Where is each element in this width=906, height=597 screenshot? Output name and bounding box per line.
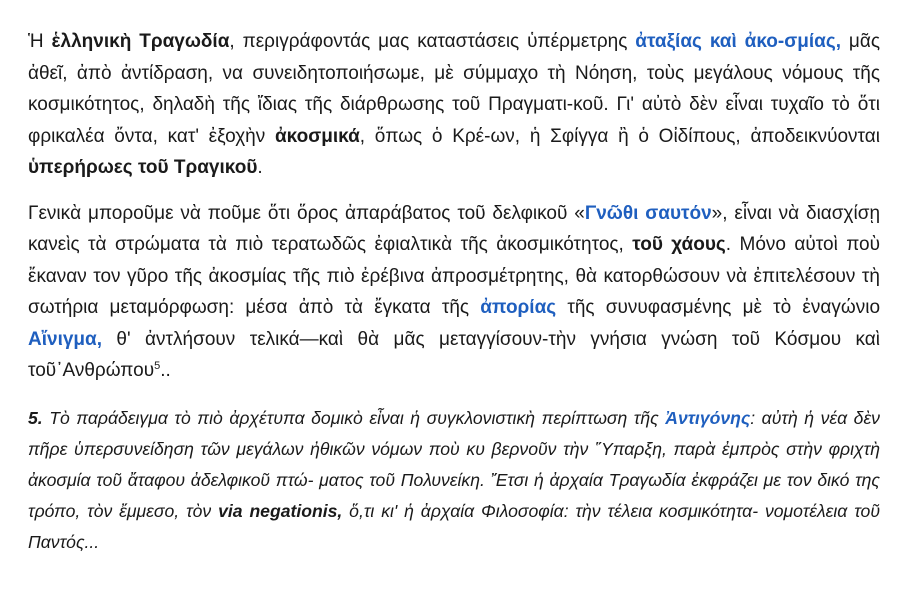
text-run: : αὐτὴ ἡ νέα δὲν πῆρε ὑπερσυνείδηση τῶν μεγάλων ἠθικῶν νόμων ποὺ κυ βερνοῦν τὴν Ὕπαρξη, παρὰ ἐμπρὸς στὴν φριχτὴ ἀκοσμία τοῦ ἄταφου ἀδελφικοῦ πτώ- ματος τοῦ Πολυνείκη. Ἔτσι ἡ ἀρχαία Τραγωδία ἐκφράζει με τον δικό της τρόπο, τὸν ἔμμεσο, τὸν (28, 407, 880, 521)
text-run: τῆς συνυφασμένης μὲ τὸ ἐναγώνιο (556, 297, 881, 318)
footnote-reference: 5 (154, 360, 161, 372)
highlighted-term: ἀπορίας (480, 297, 557, 318)
highlighted-term: Αἴνιγμα, (28, 328, 102, 350)
text-run: , ὅπως ὁ Κρέ-ων, ἡ Σφίγγα ἢ ὁ Οἰδίπους, ἀποδεικνύονται (359, 125, 880, 147)
bold-text-run: ἀκοσμικά (274, 125, 360, 147)
bold-text-run: 5. (28, 407, 43, 428)
bold-text-run: ἑλληνικὴ Τραγωδία (51, 31, 230, 52)
text-run: , περιγράφοντάς μας καταστάσεις ὑπέρμετρης (229, 31, 636, 52)
paragraph-know-thyself (28, 198, 880, 387)
text-run: . (257, 157, 263, 178)
document-page (28, 26, 880, 558)
text-run: ὅ,τι κι' ἡ ἀρχαία Φιλοσοφία: τὴν τέλεια κοσμικότητα- νομοτέλεια τοῦ Παντός... (28, 500, 881, 552)
text-run: », εἶναι νὰ διασχίσῃ κανεὶς τὰ στρώματα τὰ πιὸ τερατωδῶς ἐφιαλτικὰ τῆς ἀκοσμικότητος, (28, 202, 881, 255)
paragraph-tragedy-chaos (28, 26, 880, 184)
highlighted-term: Ἀντιγόνης (665, 407, 751, 428)
text-run: .. (160, 360, 171, 381)
text-run: . Μόνο αὐτοὶ ποὺ ἔκαναν τον γῦρο τῆς ἀκοσμίας τῆς πιὸ ἐρέβινα ἀπροσμέτρητης, θὰ κατορθώσουν νὰ ἐπιτελέσουν τὴ σωτήρια μεταμόρφωση: μέσα ἀπὸ τὰ ἔγκατα τῆς (28, 234, 881, 318)
bold-text-run: via negationis, (218, 500, 343, 521)
text-run: μᾶς ἀθεῖ, ἀπὸ ἀντίδραση, να συνειδητοποιήσωμε, μὲ σύμμαχο τὴ Νόηση, τοὺς μεγάλους νόμους τῆς κοσμικότητος, δηλαδὴ τῆς ἴδιας τῆς διάρθρωσης τοῦ Πραγματι-κοῦ. Γι' αὐτὸ δὲν εἶναι τυχαῖο τὸ ὅτι φρικαλέα ὄντα, κατ' ἐξοχὴν (28, 31, 880, 147)
bold-text-run: ὑπερήρωες τοῦ Τραγικοῦ (28, 157, 258, 178)
highlighted-term: Γνῶθι σαυτόν (584, 202, 712, 224)
text-run: Ἡ (28, 31, 52, 52)
bold-text-run: τοῦ χάους (632, 234, 726, 255)
highlighted-term: ἀταξίας καὶ ἀκο-σμίας, (635, 31, 841, 52)
text-run: Τὸ παράδειγμα τὸ πιὸ ἀρχέτυπα δομικὸ εἶναι ἡ συγκλονιστικὴ περίπτωση τῆς (42, 407, 666, 428)
text-run: θ' ἀντλήσουν τελικά—καὶ θὰ μᾶς μεταγγίσουν-τὴν γνήσια γνώση τοῦ Κόσμου καὶ τοῦ᾿Ανθρώπου (28, 328, 880, 381)
text-run: Γενικὰ μποροῦμε νὰ ποῦμε ὅτι ὅρος ἀπαράβατος τοῦ δελφικοῦ « (28, 202, 585, 224)
footnote-5 (28, 403, 880, 558)
